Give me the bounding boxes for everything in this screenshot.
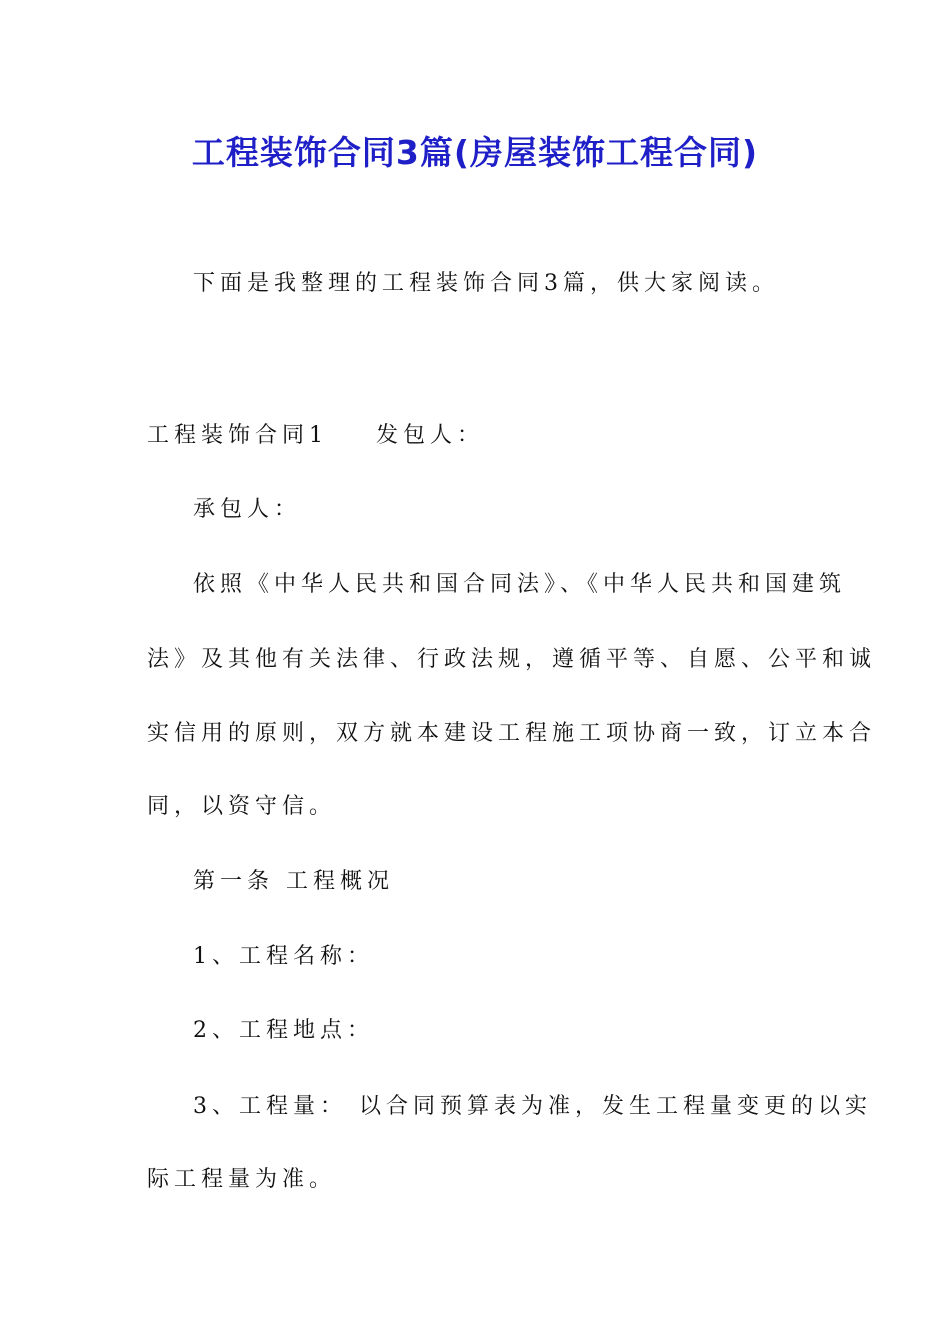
section-heading: 工程装饰合同1 [147,423,328,448]
document-title: 工程装饰合同3篇(房屋装饰工程合同) [191,133,759,172]
paragraph1-line-4: 同，以资守信。 [147,794,337,819]
article1-heading: 第一条 工程概况 [193,869,394,894]
section-heading-line [147,418,484,454]
item-project-name: 1、工程名称： [193,944,374,969]
intro-paragraph: 下面是我整理的工程装饰合同3篇，供大家阅读。 [193,271,779,296]
item-quantity-line-1: 3、工程量： 以合同预算表为准，发生工程量变更的以实 [193,1094,872,1119]
paragraph1-line-1: 依照《中华人民共和国合同法》、《中华人民共和国建筑 [193,572,847,597]
item-project-location: 2、工程地点： [193,1018,374,1043]
paragraph1-line-2: 法》及其他有关法律、行政法规，遵循平等、自愿、公平和诚 [147,647,877,672]
contractor-label: 承包人： [193,497,302,522]
employer-label: 发包人： [376,423,485,448]
paragraph1-line-3: 实信用的原则，双方就本建设工程施工项协商一致，订立本合 [147,721,877,746]
item-quantity-line-2: 际工程量为准。 [147,1167,337,1192]
